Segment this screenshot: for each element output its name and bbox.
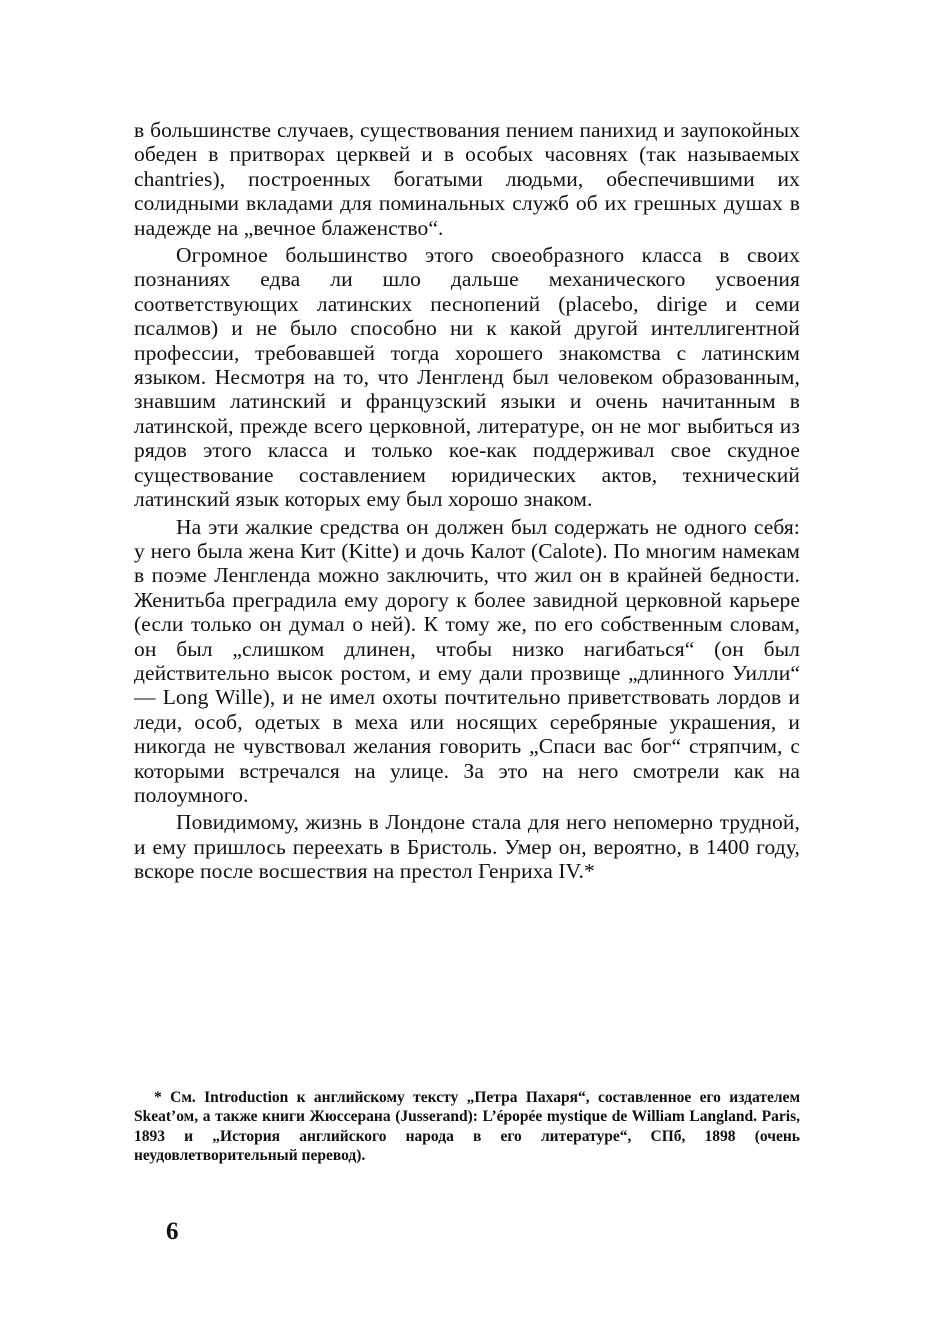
- paragraph-4: Повидимому, жизнь в Лондоне стала для него непомерно трудной, и ему пришлось переехать в Бристоль. Умер он, вероятно, в 1400 году, вскоре после восшествия на престол Генриха IV.*: [134, 810, 800, 884]
- page-body: [134, 118, 800, 884]
- paragraph-1: в большинстве случаев, существования пением панихид и заупокойных обеден в притворах церквей и в особых часовнях (так называемых chantries), построенных богатыми людьми, обеспечившими их солидными вкладами для поминальных служб об их грешных душах в надежде на „вечное блаженство“.: [134, 118, 800, 240]
- page-number: 6: [166, 1218, 179, 1245]
- footnote: * См. Introduction к английскому тексту „Петра Пахаря“, составленное его издателем Skeat’ом, а также книги Жюссерана (Jusserand): L’épopée mystique de William Langland. Paris, 1893 и „История английского народа в его литературе“, СПб, 1898 (очень неудовлетворительный перевод).: [134, 1089, 800, 1165]
- paragraph-3: На эти жалкие средства он должен был содержать не одного себя: у него была жена Кит (Kitte) и дочь Калот (Calote). По многим намекам в поэме Ленгленда можно заключить, что жил он в крайней бедности. Женитьба преградила ему дорогу к более завидной церковной карьере (если только он думал о ней). К тому же, по его собственным словам, он был „слишком длинен, чтобы низко нагибаться“ (он был действительно высок ростом, и ему дали прозвище „длинного Уилли“ — Long Wille), и не имел охоты почтительно приветствовать лордов и леди, особ, одетых в меха или носящих серебряные украшения, и никогда не чувствовал желания говорить „Спаси вас бог“ стряпчим, с которыми встречался на улице. За это на него смотрели как на полоумного.: [134, 514, 800, 807]
- paragraph-2: Огромное большинство этого своеобразного класса в своих познаниях едва ли шло дальше механического усвоения соответствующих латинских песнопений (placebo, dirige и семи псалмов) и не было способно ни к какой другой интеллигентной профессии, требовавшей тогда хорошего знакомства с латинским языком. Несмотря на то, что Ленгленд был человеком образованным, знавшим латинский и французский языки и очень начитанным в латинской, прежде всего церковной, литературе, он не мог выбиться из рядов этого класса и только кое-как поддерживал свое скудное существование составлением юридических актов, технический латинский язык которых ему был хорошо знаком.: [134, 243, 800, 512]
- footnotes: [134, 1088, 800, 1166]
